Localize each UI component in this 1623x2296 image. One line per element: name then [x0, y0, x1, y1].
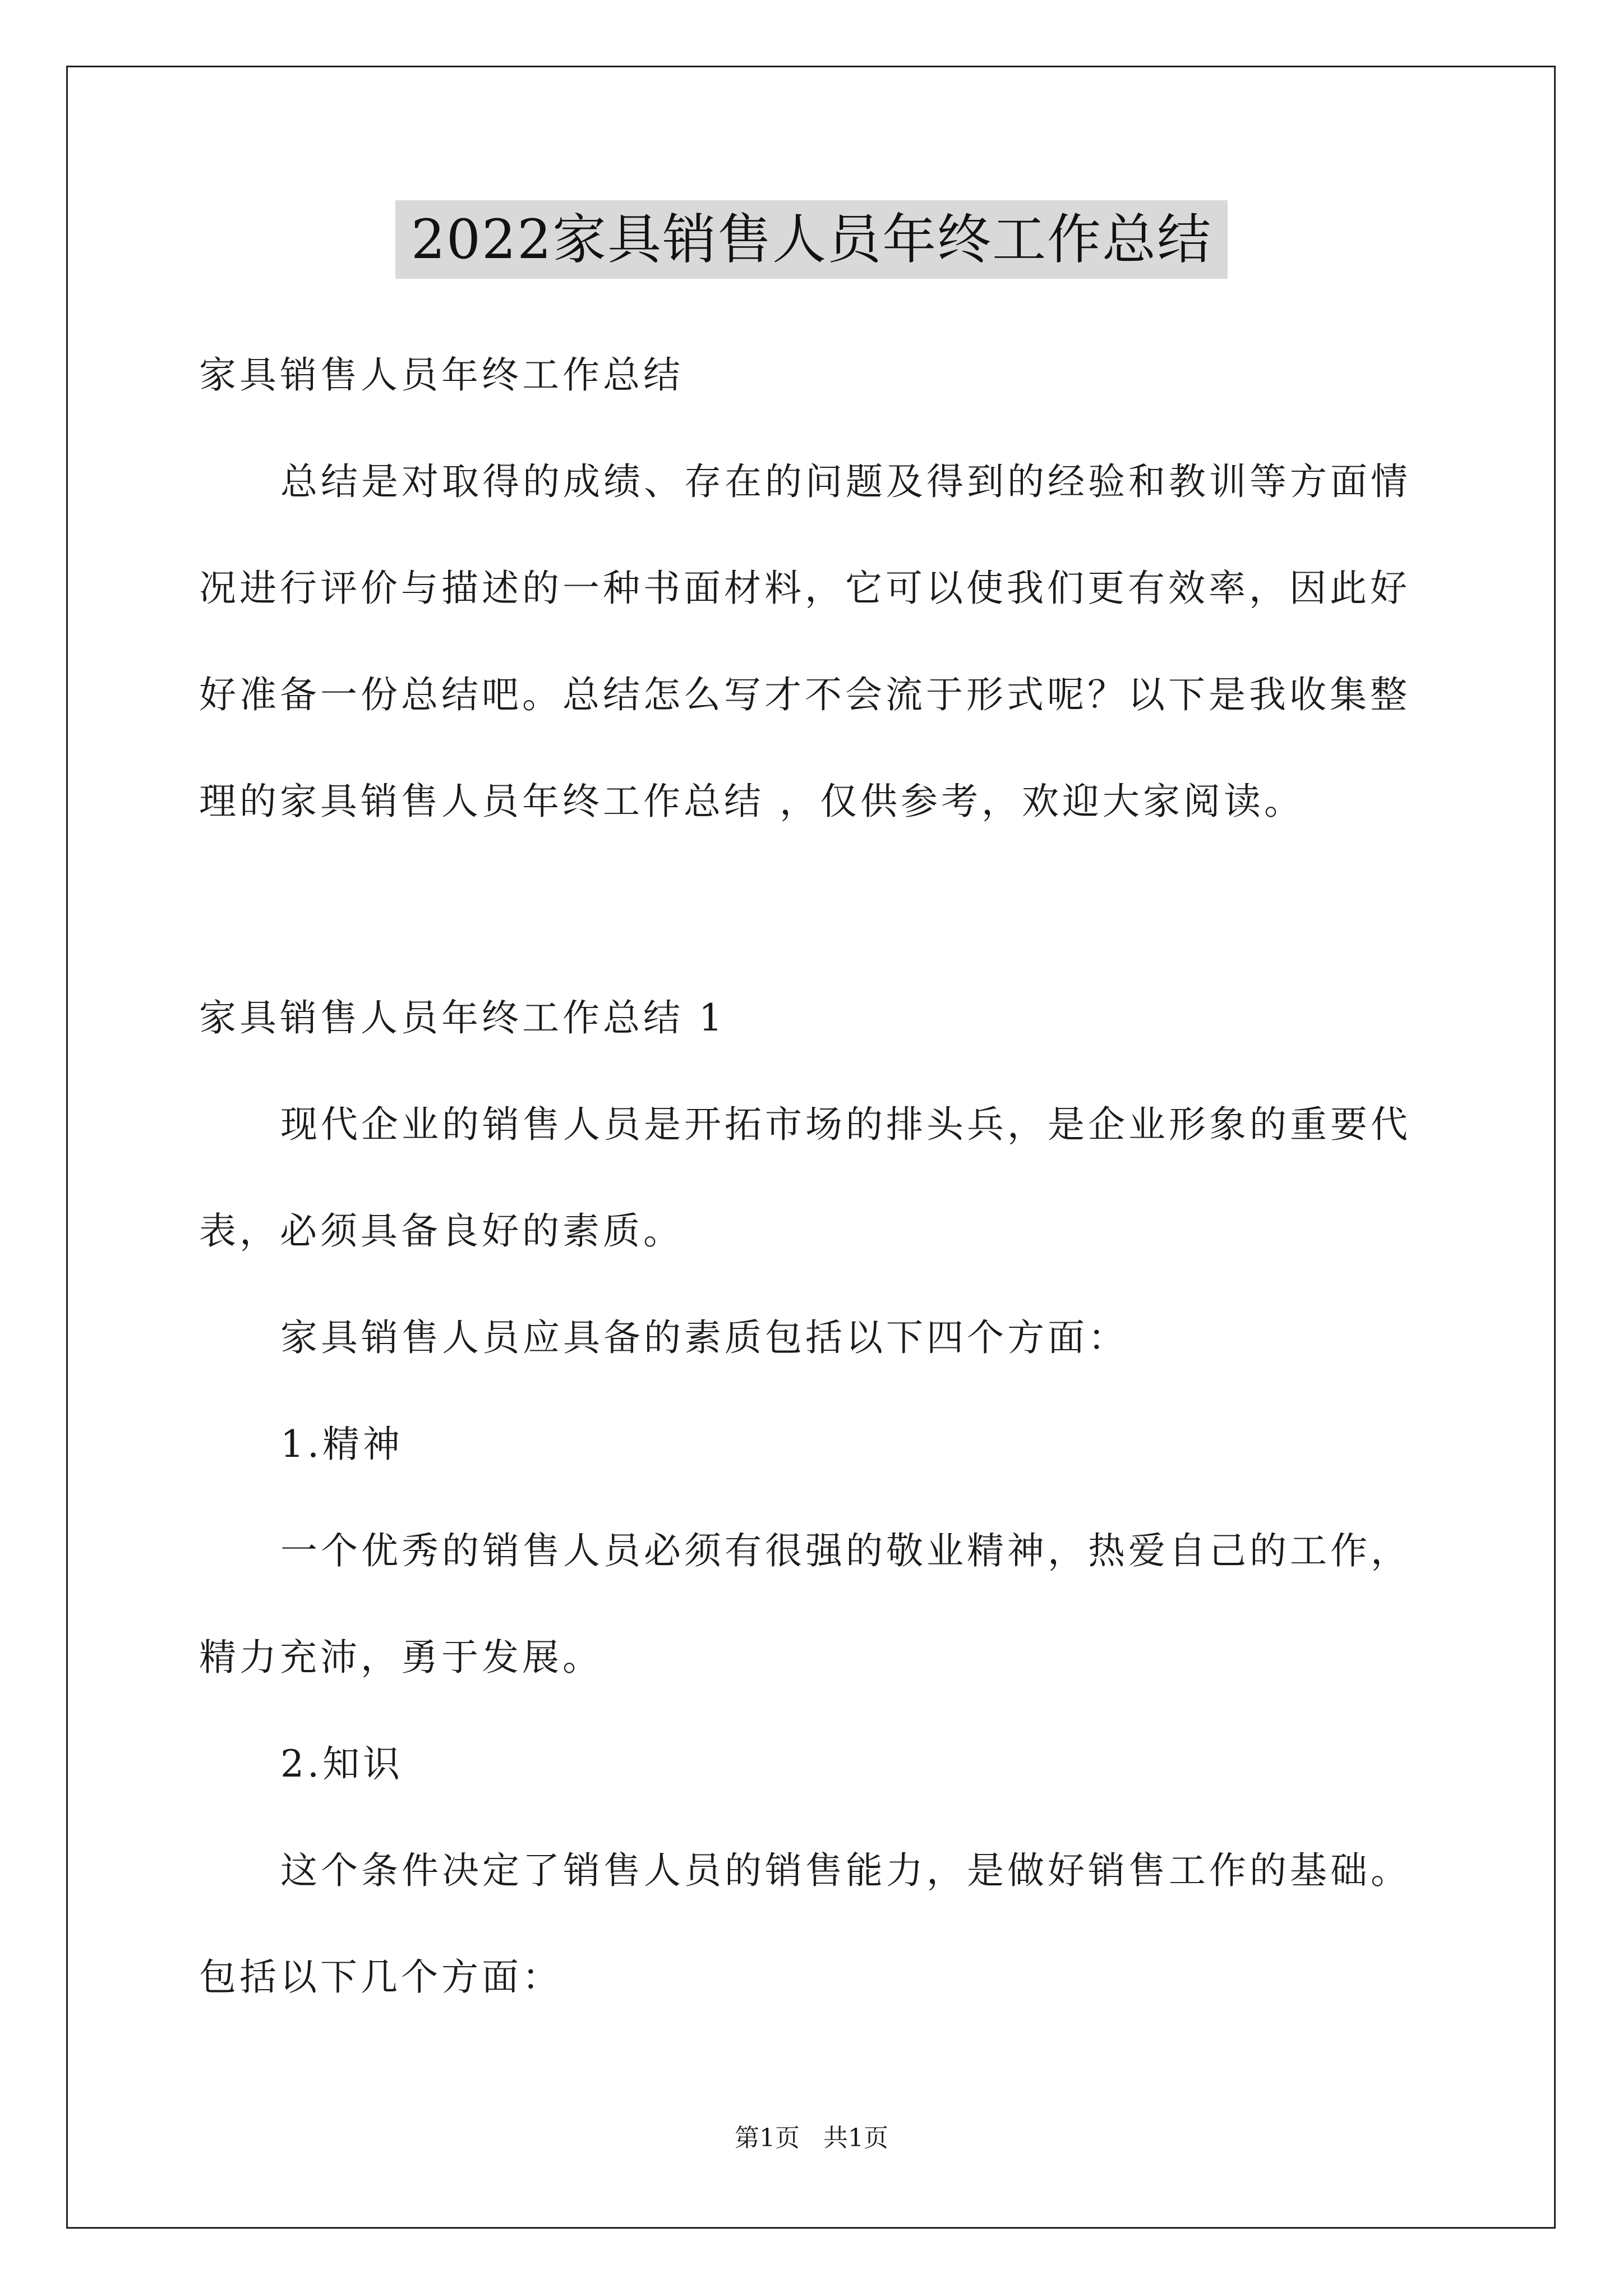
paragraph-line: 好准备一份总结吧。总结怎么写才不会流于形式呢？以下是我收集整 — [199, 673, 1410, 716]
paragraph-line: 况进行评价与描述的一种书面材料，它可以使我们更有效率，因此好 — [199, 567, 1410, 610]
paragraph-line: 一个优秀的销售人员必须有很强的敬业精神，热爱自己的工作， — [280, 1529, 1411, 1572]
document-title: 2022家具销售人员年终工作总结 — [395, 200, 1228, 279]
paragraph-line: 理的家具销售人员年终工作总结 ，仅供参考，欢迎大家阅读。 — [199, 780, 1304, 823]
section-heading: 家具销售人员年终工作总结 1 — [199, 996, 726, 1039]
title-container — [0, 200, 1623, 279]
paragraph-line: 家具销售人员应具备的素质包括以下四个方面： — [280, 1316, 1128, 1359]
page-total: 共1页 — [823, 2124, 888, 2152]
paragraph-line: 总结是对取得的成绩、存在的问题及得到的经验和教训等方面情 — [280, 460, 1411, 503]
paragraph-line: 现代企业的销售人员是开拓市场的排头兵，是企业形象的重要代 — [280, 1103, 1411, 1146]
subtitle-line: 家具销售人员年终工作总结 — [199, 353, 684, 397]
paragraph-line: 这个条件决定了销售人员的销售能力，是做好销售工作的基础。 — [280, 1849, 1411, 1892]
list-heading: 2.知识 — [280, 1742, 403, 1786]
page-footer — [0, 2122, 1623, 2155]
paragraph-line: 包括以下几个方面： — [199, 1955, 562, 1999]
paragraph-line: 表，必须具备良好的素质。 — [199, 1209, 684, 1253]
list-heading: 1.精神 — [280, 1423, 403, 1466]
page-number: 第1页 — [735, 2124, 800, 2152]
paragraph-line: 精力充沛，勇于发展。 — [199, 1636, 603, 1679]
